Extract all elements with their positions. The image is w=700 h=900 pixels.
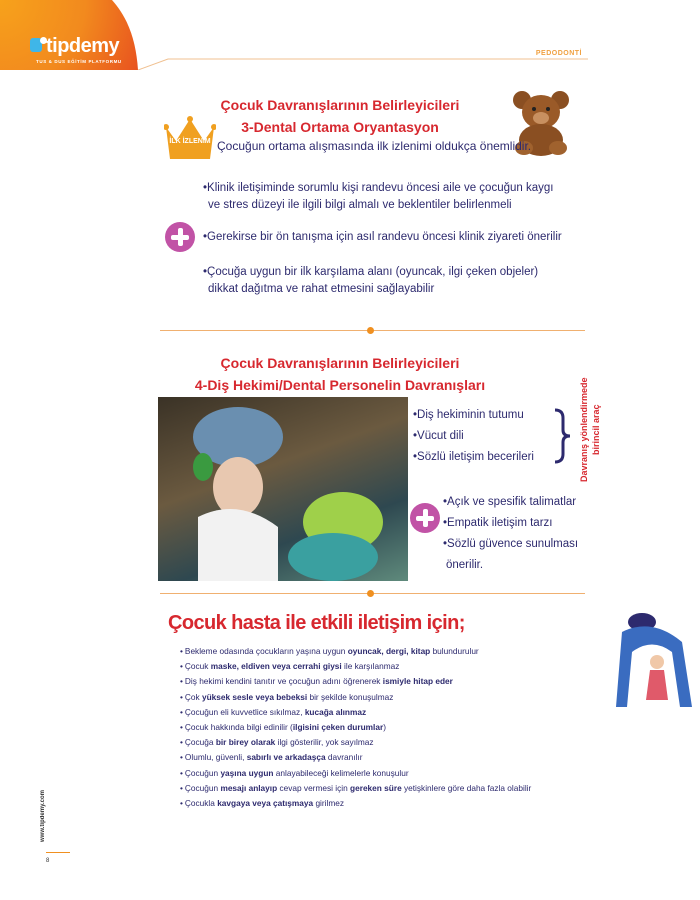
text: Çocuğun eli kuvvetlice sıkılmaz, xyxy=(184,706,305,717)
list-item: önerilir. xyxy=(446,559,484,571)
section1-bullet-3 xyxy=(203,264,538,298)
bold-text: ilgisini çeken durumlar xyxy=(292,722,384,733)
section2-title xyxy=(190,352,490,396)
section1-intro: Çocuğun ortama alışmasında ilk izlenimi oldukça önemlidir. xyxy=(217,139,532,153)
list-item: •Diş hekiminin tutumu xyxy=(413,409,524,421)
bold-text: kucağa alınmaz xyxy=(304,706,367,717)
logo-subtitle: TUS & DUS EĞİTİM PLATFORMU xyxy=(36,59,122,64)
page-line xyxy=(46,852,70,853)
dentist-child-photo xyxy=(158,397,408,581)
list-item xyxy=(180,720,531,735)
list-item xyxy=(180,690,531,705)
list-item: •Açık ve spesifik talimatlar xyxy=(443,496,577,508)
list-item: •Empatik iletişim tarzı xyxy=(443,517,553,529)
text: ilgi gösterilir, yok sayılmaz xyxy=(275,737,374,748)
text: Çocuğa xyxy=(184,737,216,748)
text: anlayabileceği kelimelerle konuşulur xyxy=(273,767,409,778)
text: Çocuğun xyxy=(184,767,221,778)
text: Olumlu, güvenli, xyxy=(184,752,247,763)
title-line: Çocuk Davranışlarının Belirleyicileri xyxy=(220,97,460,113)
list-item xyxy=(180,735,531,750)
text: bir şekilde konuşulmaz xyxy=(307,691,394,702)
divider-dot xyxy=(367,327,374,334)
side-note-line: birincil araç xyxy=(591,404,601,456)
bold-text: ismiyle hitap eder xyxy=(382,676,453,687)
text: cevap vermesi için xyxy=(277,782,351,793)
text: Çocuğun xyxy=(184,782,221,793)
text: yetişkinlere göre daha fazla olabilir xyxy=(401,782,532,793)
header-line xyxy=(138,58,588,70)
text: Çok xyxy=(184,691,202,702)
bold-text: maske, eldiven veya cerrahi giysi xyxy=(210,661,342,672)
divider-dot xyxy=(367,590,374,597)
list-item: •Sözlü güvence sunulması xyxy=(443,538,579,550)
mother-child-illustration xyxy=(612,612,697,710)
list-item xyxy=(180,750,531,765)
section1-bullet-2: •Gerekirse bir ön tanışma için asıl randevu öncesi klinik ziyareti önerilir xyxy=(203,231,562,243)
list-item xyxy=(180,674,531,689)
list-item xyxy=(180,705,531,720)
bold-text: yaşına uygun xyxy=(220,767,274,778)
website-url: www.tipdemy.com xyxy=(40,790,46,843)
communication-list xyxy=(180,644,531,811)
side-note-line: Davranış yönlendirmede xyxy=(579,377,589,483)
text: Çocukla xyxy=(184,798,218,809)
brace-icon xyxy=(552,408,572,464)
side-note xyxy=(578,375,608,485)
bold-text: bir birey olarak xyxy=(215,737,276,748)
title-line: Çocuk Davranışlarının Belirleyicileri xyxy=(220,355,460,371)
section1-bullet-1 xyxy=(203,180,553,214)
crown-label: İLK İZLENİM xyxy=(169,138,211,145)
text: Çocuk xyxy=(184,661,211,672)
text: Diş hekimi kendini tanıtır ve çocuğun adını öğrenerek xyxy=(184,676,383,687)
bold-text: gereken süre xyxy=(350,782,402,793)
list-item xyxy=(180,644,531,659)
text: Bekleme odasında çocukların yaşına uygun xyxy=(184,646,348,656)
title-line: 3-Dental Ortama Oryantasyon xyxy=(241,119,439,135)
section2-items xyxy=(413,405,534,468)
list-item xyxy=(180,659,531,674)
list-item xyxy=(180,781,531,796)
text-line: ve stres düzeyi ile ilgili bilgi almalı ve beklentiler belirlenmeli xyxy=(208,199,512,211)
bold-text: yüksek sesle veya bebeksi xyxy=(201,691,308,702)
text: ) xyxy=(383,722,386,733)
section3-title: Çocuk hasta ile etkili iletişim için; xyxy=(168,612,465,634)
section2-plus-items xyxy=(443,492,578,576)
text: Çocuk hakkında bilgi edinilir ( xyxy=(184,722,293,733)
list-item xyxy=(180,766,531,781)
logo-text: tipdemy xyxy=(46,35,120,57)
page-number: 8 xyxy=(46,858,50,864)
list-item: •Sözlü iletişim becerileri xyxy=(413,451,534,463)
bold-text: kavgaya veya çatışmaya xyxy=(217,798,314,809)
text-line: •Klinik iletişiminde sorumlu kişi randevu öncesi aile ve çocuğun kaygı xyxy=(203,182,554,194)
bold-text: sabırlı ve arkadaşça xyxy=(246,752,326,763)
title-line: 4-Diş Hekimi/Dental Personelin Davranışları xyxy=(194,377,486,393)
plus-icon xyxy=(410,503,440,533)
text: bulundurulur xyxy=(430,646,479,656)
text-line: dikkat dağıtma ve rahat etmesini sağlayabilir xyxy=(208,283,435,295)
text-line: •Çocuğa uygun bir ilk karşılama alanı (oyuncak, ilgi çeken objeler) xyxy=(203,266,539,278)
section1-title xyxy=(200,94,480,138)
list-item xyxy=(180,796,531,811)
list-item: •Vücut dili xyxy=(413,430,464,442)
text: girilmez xyxy=(313,798,345,809)
text: davranılır xyxy=(325,752,363,763)
section-tag: PEDODONTİ xyxy=(535,50,582,57)
photo-illustration xyxy=(158,397,408,581)
bold-text: mesajı anlayıp xyxy=(220,782,278,793)
text: ile karşılanmaz xyxy=(341,661,400,672)
plus-icon xyxy=(165,222,195,252)
bold-text: oyuncak, dergi, kitap xyxy=(347,646,431,656)
